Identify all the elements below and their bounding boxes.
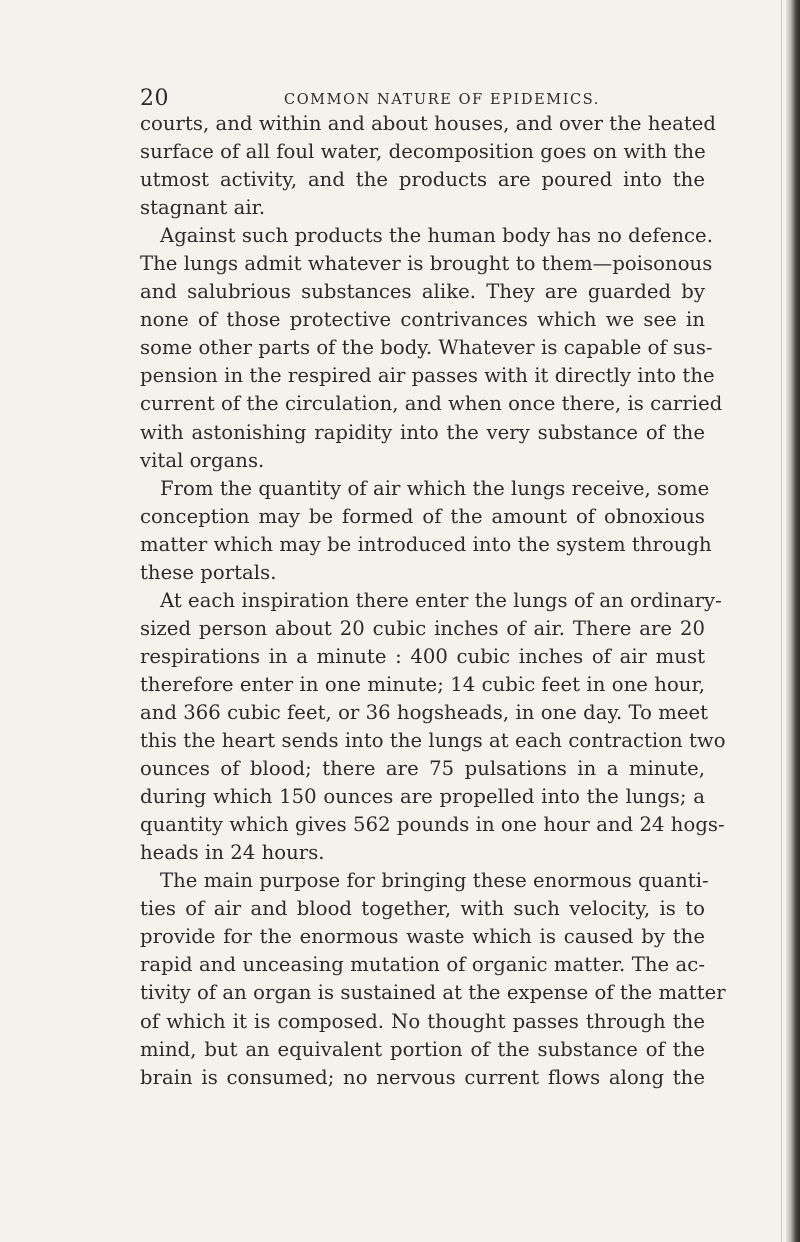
text-line: surface of all foul water, decomposition goes on with the [140,140,706,164]
text-line: during which 150 ounces are propelled into the lungs; a [140,785,705,809]
text-line: of which it is composed. No thought passes through the [140,1009,705,1033]
text-line: this the heart sends into the lungs at each contraction two [140,729,726,753]
text-line: heads in 24 hours. [140,841,325,865]
body-text [140,110,726,1092]
text-line: conception may be formed of the amount of obnoxious [140,504,705,528]
text-line: respirations in a minute : 400 cubic inches of air must [140,644,705,668]
text-line: The lungs admit whatever is brought to them—poisonous [140,252,713,276]
text-line: quantity which gives 562 pounds in one hour and 24 hogs- [140,813,725,837]
text-line: matter which may be introduced into the system through [140,532,712,556]
text-line: vital organs. [140,448,265,472]
text-line: mind, but an equivalent portion of the substance of the [140,1037,705,1061]
binding-edge [786,0,800,1242]
text-line: At each inspiration there enter the lungs of an ordinary- [160,588,722,612]
text-line: none of those protective contrivances which we see in [140,308,705,332]
page-number: 20 [140,86,169,111]
text-line: brain is consumed; no nervous current flows along the [140,1065,705,1089]
text-line: these portals. [140,560,277,584]
text-line: some other parts of the body. Whatever is capable of sus- [140,336,713,360]
text-line: and salubrious substances alike. They are guarded by [140,280,705,304]
text-line: tivity of an organ is sustained at the expense of the matter [140,981,726,1005]
text-line: stagnant air. [140,196,266,220]
text-line: utmost activity, and the products are poured into the [140,168,705,192]
text-line: current of the circulation, and when once there, is carried [140,392,723,416]
page-edge-line [781,0,782,1242]
text-line: courts, and within and about houses, and over the heated [140,112,717,135]
text-line: and 366 cubic feet, or 36 hogsheads, in one day. To meet [140,700,709,724]
text-line: rapid and unceasing mutation of organic matter. The ac- [140,953,705,977]
text-line: The main purpose for bringing these enormous quanti- [160,869,709,893]
text-line: ties of air and blood together, with such velocity, is to [140,897,705,921]
text-line: From the quantity of air which the lungs receive, some [160,476,710,500]
text-line: with astonishing rapidity into the very substance of the [140,420,705,444]
text-line: ounces of blood; there are 75 pulsations in a minute, [140,757,705,781]
text-line: sized person about 20 cubic inches of air. There are 20 [140,616,705,640]
text-line: Against such products the human body has no defence. [160,224,713,248]
running-head: COMMON NATURE OF EPIDEMICS. [284,92,600,108]
text-line: therefore enter in one minute; 14 cubic feet in one hour, [140,672,705,696]
text-line: provide for the enormous waste which is caused by the [140,925,705,949]
text-line: pension in the respired air passes with it directly into the [140,364,715,388]
